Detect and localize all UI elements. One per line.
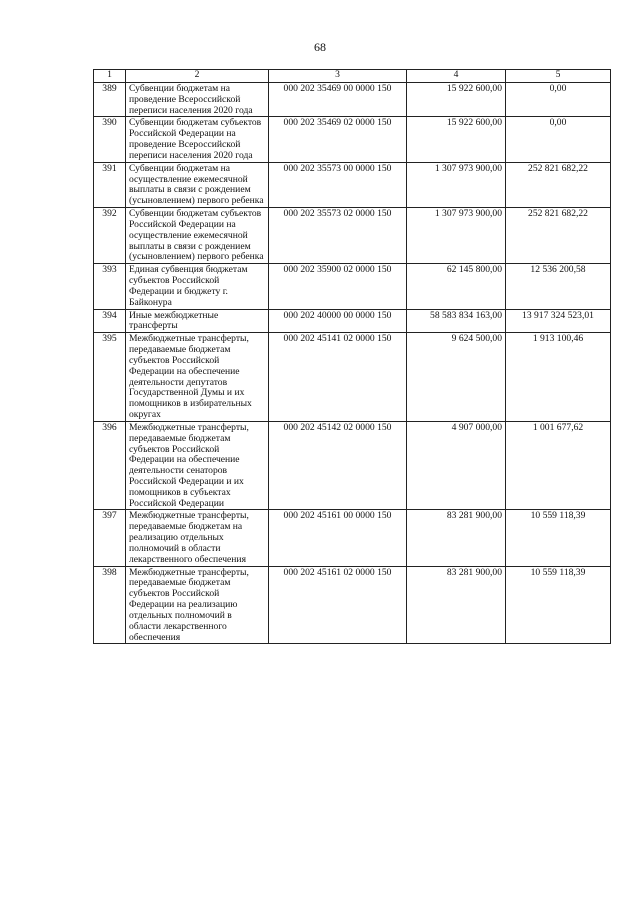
row-amount-5: 1 001 677,62 — [506, 421, 611, 510]
row-name: Единая субвенция бюджетам субъектов Российской Федерации и бюджету г. Байконура — [126, 264, 269, 309]
table-row — [94, 421, 611, 510]
row-code: 000 202 35469 00 0000 150 — [269, 83, 407, 117]
table-row — [94, 510, 611, 566]
row-code: 000 202 45161 00 0000 150 — [269, 510, 407, 566]
row-number: 394 — [94, 309, 126, 333]
row-number: 389 — [94, 83, 126, 117]
row-amount-4: 62 145 800,00 — [407, 264, 506, 309]
table-row — [94, 333, 611, 422]
row-amount-5: 252 821 682,22 — [506, 208, 611, 264]
row-amount-4: 1 307 973 900,00 — [407, 208, 506, 264]
row-number: 390 — [94, 117, 126, 162]
row-amount-5: 0,00 — [506, 83, 611, 117]
row-number: 398 — [94, 566, 126, 644]
row-code: 000 202 45142 02 0000 150 — [269, 421, 407, 510]
row-amount-4: 1 307 973 900,00 — [407, 162, 506, 207]
table-row — [94, 162, 611, 207]
row-code: 000 202 45161 02 0000 150 — [269, 566, 407, 644]
row-amount-4: 83 281 900,00 — [407, 566, 506, 644]
row-amount-4: 15 922 600,00 — [407, 83, 506, 117]
budget-table — [93, 69, 611, 644]
column-header-3: 3 — [269, 70, 407, 83]
table-row — [94, 566, 611, 644]
table-row — [94, 264, 611, 309]
row-amount-4: 9 624 500,00 — [407, 333, 506, 422]
row-name: Межбюджетные трансферты, передаваемые бюджетам на реализацию отдельных полномочий в области лекарственного обеспечения — [126, 510, 269, 566]
row-amount-5: 12 536 200,58 — [506, 264, 611, 309]
row-name: Субвенции бюджетам на осуществление ежемесячной выплаты в связи с рождением (усыновлением) первого ребенка — [126, 162, 269, 207]
column-header-2: 2 — [126, 70, 269, 83]
row-amount-4: 4 907 000,00 — [407, 421, 506, 510]
row-amount-4: 58 583 834 163,00 — [407, 309, 506, 333]
row-name: Иные межбюджетные трансферты — [126, 309, 269, 333]
row-amount-5: 10 559 118,39 — [506, 510, 611, 566]
table-row — [94, 309, 611, 333]
row-code: 000 202 45141 02 0000 150 — [269, 333, 407, 422]
column-header-1: 1 — [94, 70, 126, 83]
column-header-4: 4 — [407, 70, 506, 83]
row-amount-4: 15 922 600,00 — [407, 117, 506, 162]
row-number: 395 — [94, 333, 126, 422]
row-code: 000 202 40000 00 0000 150 — [269, 309, 407, 333]
row-amount-5: 13 917 324 523,01 — [506, 309, 611, 333]
row-name: Субвенции бюджетам субъектов Российской Федерации на проведение Всероссийской переписи населения 2020 года — [126, 117, 269, 162]
row-name: Межбюджетные трансферты, передаваемые бюджетам субъектов Российской Федерации на обеспечение деятельности депутатов Государственной Думы и их помощников в избирательных округах — [126, 333, 269, 422]
column-header-5: 5 — [506, 70, 611, 83]
row-amount-5: 0,00 — [506, 117, 611, 162]
header-row — [94, 70, 611, 83]
table-row — [94, 117, 611, 162]
table-row — [94, 208, 611, 264]
row-number: 393 — [94, 264, 126, 309]
row-code: 000 202 35469 02 0000 150 — [269, 117, 407, 162]
page-number: 68 — [314, 40, 326, 54]
row-amount-5: 1 913 100,46 — [506, 333, 611, 422]
table-row — [94, 83, 611, 117]
row-number: 396 — [94, 421, 126, 510]
row-code: 000 202 35900 02 0000 150 — [269, 264, 407, 309]
row-amount-5: 252 821 682,22 — [506, 162, 611, 207]
row-number: 391 — [94, 162, 126, 207]
row-number: 392 — [94, 208, 126, 264]
row-code: 000 202 35573 02 0000 150 — [269, 208, 407, 264]
row-name: Межбюджетные трансферты, передаваемые бюджетам субъектов Российской Федерации на обеспечение деятельности сенаторов Российской Федерации и их помощников в субъектах Российской Федерации — [126, 421, 269, 510]
row-code: 000 202 35573 00 0000 150 — [269, 162, 407, 207]
row-name: Субвенции бюджетам субъектов Российской Федерации на осуществление ежемесячной выплаты в связи с рождением (усыновлением) первого ребенка — [126, 208, 269, 264]
row-amount-4: 83 281 900,00 — [407, 510, 506, 566]
row-number: 397 — [94, 510, 126, 566]
row-amount-5: 10 559 118,39 — [506, 566, 611, 644]
row-name: Субвенции бюджетам на проведение Всероссийской переписи населения 2020 года — [126, 83, 269, 117]
row-name: Межбюджетные трансферты, передаваемые бюджетам субъектов Российской Федерации на реализацию отдельных полномочий в области лекарственного обеспечения — [126, 566, 269, 644]
